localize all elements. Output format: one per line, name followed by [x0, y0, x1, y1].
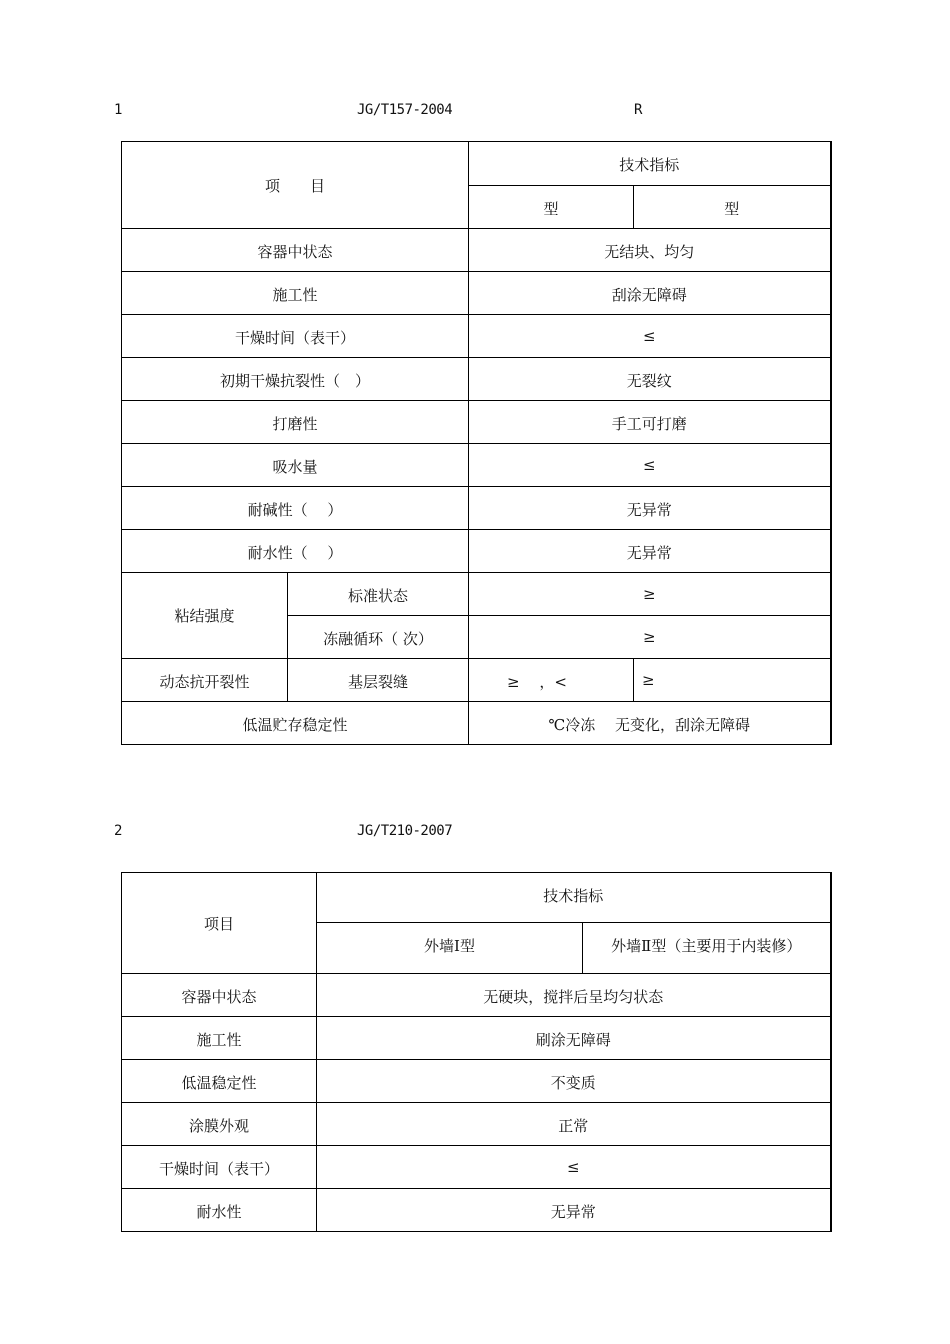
- table-row: [122, 1017, 831, 1060]
- lowtemp-value: ℃冷冻 无变化，刮涂无障碍: [469, 702, 831, 745]
- row-label: 施工性: [122, 272, 469, 315]
- spec-table-1: [121, 141, 832, 745]
- bond-strength-label: 粘结强度: [122, 573, 288, 659]
- table-row: [122, 487, 831, 530]
- table-row: [122, 444, 831, 487]
- crack-sub-label: 基层裂缝: [288, 659, 469, 702]
- table2-header-item: 项目: [122, 873, 317, 974]
- row-value: 无结块、均匀: [469, 229, 831, 272]
- row-label: 涂膜外观: [122, 1103, 317, 1146]
- row-label: 初期干燥抗裂性（ ）: [122, 358, 469, 401]
- table-row: [122, 1103, 831, 1146]
- table-row: [122, 1189, 831, 1232]
- row-value: 不变质: [317, 1060, 831, 1103]
- row-value: 无异常: [469, 487, 831, 530]
- row-label: 耐水性: [122, 1189, 317, 1232]
- table1-type-a: 型: [469, 185, 634, 229]
- crack-label: 动态抗开裂性: [122, 659, 288, 702]
- row-value: 刮涂无障碍: [469, 272, 831, 315]
- table-row: [122, 1060, 831, 1103]
- row-value: 正常: [317, 1103, 831, 1146]
- bond-freeze-label: 冻融循环（ 次）: [288, 616, 469, 659]
- row-value: 无异常: [317, 1189, 831, 1232]
- row-label: 耐水性（ ）: [122, 530, 469, 573]
- row-value: 无裂纹: [469, 358, 831, 401]
- table-row: [122, 1146, 831, 1189]
- row-value: ≤: [317, 1146, 831, 1189]
- bond-standard-value: ≥: [469, 573, 831, 616]
- table-row: [122, 358, 831, 401]
- section1-heading-number: 1: [114, 102, 122, 118]
- section2-heading-standard: JG/T210-2007: [357, 823, 453, 839]
- row-label: 耐碱性（ ）: [122, 487, 469, 530]
- table-row: [122, 530, 831, 573]
- table1-header-row: [122, 142, 831, 186]
- table-row-lowtemp: [122, 702, 831, 745]
- row-label: 干燥时间（表干）: [122, 315, 469, 358]
- lowtemp-label: 低温贮存稳定性: [122, 702, 469, 745]
- table-row-crack: [122, 659, 831, 702]
- row-value: 无异常: [469, 530, 831, 573]
- bond-freeze-value: ≥: [469, 616, 831, 659]
- row-label: 低温稳定性: [122, 1060, 317, 1103]
- row-label: 施工性: [122, 1017, 317, 1060]
- section1-heading-standard: JG/T157-2004: [357, 102, 453, 118]
- crack-value-b: ≥: [634, 659, 831, 702]
- row-value: 手工可打磨: [469, 401, 831, 444]
- row-value: 刷涂无障碍: [317, 1017, 831, 1060]
- table2-header-tech: 技术指标: [317, 873, 831, 923]
- section2-heading-number: 2: [114, 823, 122, 839]
- row-value: ≤: [469, 444, 831, 487]
- table2-type-a: 外墙Ⅰ型: [317, 923, 583, 974]
- row-value: 无硬块，搅拌后呈均匀状态: [317, 974, 831, 1017]
- table1-header-item: 项 目: [122, 142, 469, 229]
- row-value: ≤: [469, 315, 831, 358]
- table2-type-b: 外墙Ⅱ型（主要用于内装修）: [583, 923, 831, 974]
- table1-type-b: 型: [634, 185, 831, 229]
- table1-header-tech: 技术指标: [469, 142, 831, 186]
- table-row: [122, 272, 831, 315]
- section1-heading-right: R: [634, 102, 642, 118]
- table-row-bond-standard: [122, 573, 831, 616]
- row-label: 打磨性: [122, 401, 469, 444]
- table-row: [122, 229, 831, 272]
- row-label: 容器中状态: [122, 974, 317, 1017]
- row-label: 容器中状态: [122, 229, 469, 272]
- row-label: 吸水量: [122, 444, 469, 487]
- bond-standard-label: 标准状态: [288, 573, 469, 616]
- table-row: [122, 315, 831, 358]
- spec-table-2: [121, 872, 832, 1232]
- crack-value-a: ≥ ，<: [469, 659, 634, 702]
- table-row: [122, 974, 831, 1017]
- table-row: [122, 401, 831, 444]
- row-label: 干燥时间（表干）: [122, 1146, 317, 1189]
- table2-header-row: [122, 873, 831, 923]
